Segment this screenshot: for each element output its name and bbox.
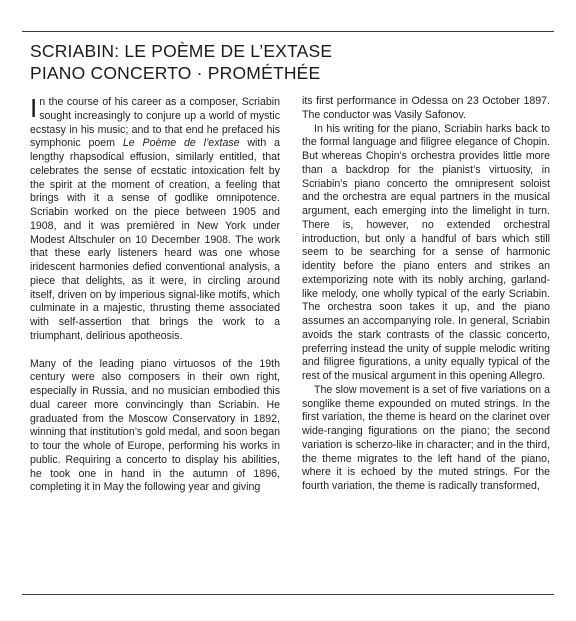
left-paragraph-2: Many of the leading piano virtuosos of the 19th century were also composers in their own right, especially in Russia, and no musician embodied this dual career more convincingly than Scriabin. He graduated from the Moscow Conservatory in 1892, winning that institution’s gold medal, and soon began to tour the whole of Europe, performing his works in public. Requiring a concerto to display his abilities, he took one in hand in the autumn of 1896, completing it in May the following year and giving xyxy=(30,357,280,494)
title-line-2: PIANO CONCERTO · PROMÉTHÉE xyxy=(30,63,321,83)
right-paragraph-1: its first performance in Odessa on 23 October 1897. The conductor was Vasily Safonov. xyxy=(302,95,550,121)
left-paragraph-1-text-a: n the course of his career as a composer, Scriabin sought increasingly to conjure up a world of mystic ecstasy in his music; and to that end he prefaced his symphonic poem xyxy=(30,96,280,150)
left-column xyxy=(30,93,280,495)
top-rule xyxy=(22,31,554,32)
drop-cap: I xyxy=(30,93,38,123)
right-column xyxy=(302,95,550,494)
right-paragraph-2: In his writing for the piano, Scriabin harks back to the formal language and filigree elegance of Chopin. But whereas Chopin’s orchestra provides little more than a backdrop for the pianist’s virtuosity, in Scriabin’s piano concerto the omnipresent soloist and the orchestra are equal partners in the musical argument, each emerging into the limelight in turn. There is, however, no extended orchestral introduction, but only a handful of bars which still seem to be searching for a sense of harmonic identity before the piano enters and strikes an extemporizing note with its nobly arching, garland-like melody, one wholly typical of the early Scriabin. The orchestra soon takes it up, and the piano assumes an accompanying role. In general, Scriabin avoids the stark contrasts of the classic concerto, preferring instead the unity of supple melodic writing and filigree figurations, a unity equally typical of the rest of the musical argument in this opening Allegro. xyxy=(302,122,550,382)
left-paragraph-1-text-b: with a lengthy rhapsodical effusion, similarly entitled, that celebrates the sense of ecstatic intoxication felt by the spirit at the moment of creation, a feeling that brings with it a sense of godlike omnipotence. Scriabin worked on the piece between 1905 and 1908, and it was premièred in New York under Modest Altschuler on 10 December 1908. The work that these early listeners heard was one whose iridescent harmonies defied conventional analysis, a piece that delights, as it were, in circling around itself, driven on by imperious signal-like motifs, which culminate in a majestic, thrusting theme associated with self-assertion that brings the work to a triumphant, delirious apotheosis. xyxy=(30,137,280,342)
bottom-rule xyxy=(22,594,554,595)
title-line-1: SCRIABIN: LE POÈME DE L’EXTASE xyxy=(30,41,333,61)
page-title xyxy=(30,40,332,84)
right-paragraph-3: The slow movement is a set of five variations on a songlike theme expounded on muted strings. In the first variation, the theme is heard on the clarinet over wide-ranging figurations on the piano; the second variation is scherzo-like in character; and in the third, the theme migrates to the left hand of the piano, where it is echoed by the muted strings. For the fourth variation, the theme is radically transformed, xyxy=(302,383,550,492)
work-title-italic: Le Poème de l’extase xyxy=(122,137,240,150)
left-paragraph-1 xyxy=(30,93,280,344)
